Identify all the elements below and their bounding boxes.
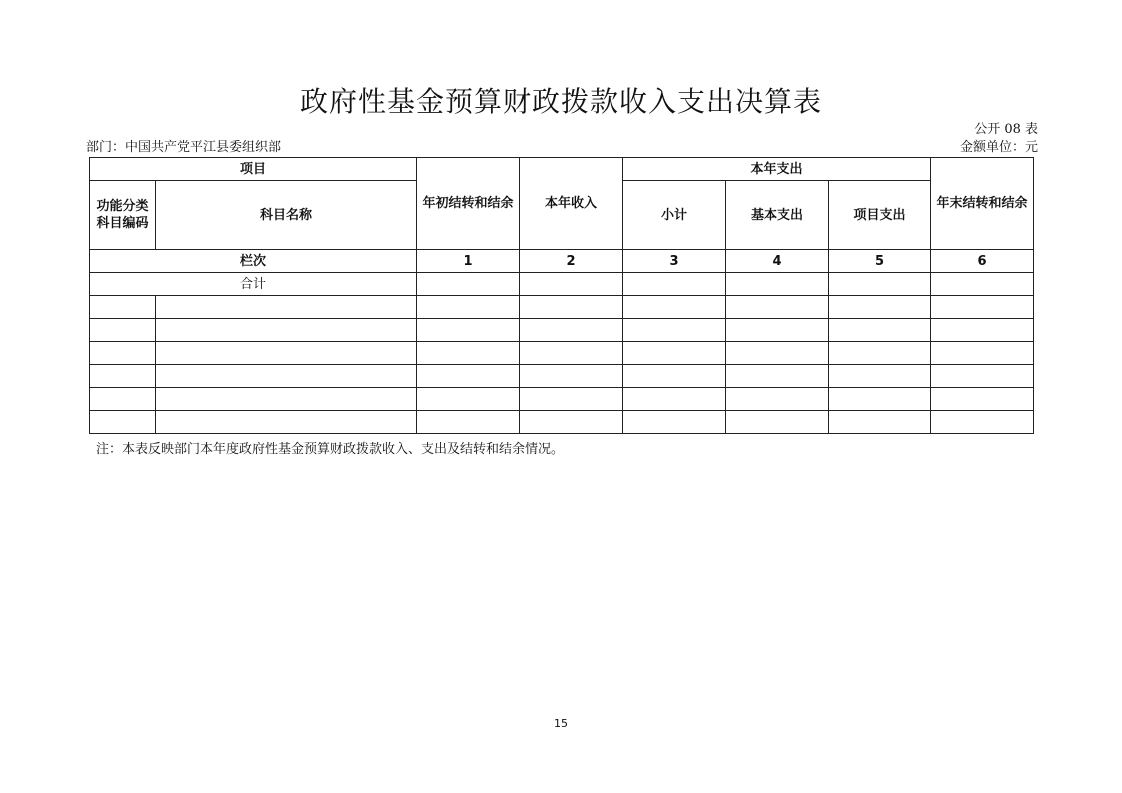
column-number: 4: [726, 250, 829, 273]
table-cell: [931, 411, 1034, 434]
table-cell: [829, 411, 931, 434]
table-cell: [931, 319, 1034, 342]
column-index-label: 栏次: [90, 250, 417, 273]
department-label: 部门：中国共产党平江县委组织部: [86, 140, 282, 155]
table-cell: [623, 365, 726, 388]
table-row: [90, 388, 1034, 411]
header-project-expenditure: 项目支出: [829, 181, 931, 250]
budget-table: [89, 157, 1034, 434]
table-cell: [417, 388, 520, 411]
table-cell: [520, 411, 623, 434]
table-cell: [90, 388, 156, 411]
table-cell: [726, 319, 829, 342]
amount-unit-label: 金额单位：元: [959, 140, 1038, 155]
header-closing-balance: 年末结转和结余: [931, 158, 1034, 250]
table-cell: [90, 411, 156, 434]
total-row: [90, 273, 1034, 296]
header-func-code: 功能分类科目编码: [90, 181, 156, 250]
header-subtotal: 小计: [623, 181, 726, 250]
page-number: 15: [554, 717, 568, 730]
table-cell: [623, 273, 726, 296]
table-cell: [829, 388, 931, 411]
table-cell: [726, 296, 829, 319]
table-cell: [156, 411, 417, 434]
table-cell: [520, 365, 623, 388]
header-project: 项目: [90, 158, 417, 181]
column-number: 2: [520, 250, 623, 273]
table-cell: [931, 342, 1034, 365]
table-cell: [90, 342, 156, 365]
table-row: [90, 411, 1034, 434]
table-cell: [829, 273, 931, 296]
table-cell: [931, 273, 1034, 296]
table-cell: [623, 319, 726, 342]
table-cell: [520, 319, 623, 342]
table-cell: [520, 273, 623, 296]
header-subject-name: 科目名称: [156, 181, 417, 250]
table-cell: [726, 388, 829, 411]
table-cell: [726, 273, 829, 296]
table-cell: [829, 296, 931, 319]
table-cell: [726, 342, 829, 365]
header-opening-balance: 年初结转和结余: [417, 158, 520, 250]
table-cell: [623, 296, 726, 319]
table-cell: [623, 342, 726, 365]
table-cell: [520, 296, 623, 319]
table-cell: [417, 411, 520, 434]
table-cell: [417, 342, 520, 365]
table-cell: [156, 296, 417, 319]
table-cell: [623, 388, 726, 411]
header-annual-expenditure: 本年支出: [623, 158, 931, 181]
header-row-1: [90, 158, 1034, 181]
header-basic-expenditure: 基本支出: [726, 181, 829, 250]
table-cell: [90, 319, 156, 342]
table-cell: [726, 365, 829, 388]
table-note: 注：本表反映部门本年度政府性基金预算财政拨款收入、支出及结转和结余情况。: [96, 442, 565, 457]
form-code: 公开 08 表: [974, 122, 1038, 137]
column-number: 3: [623, 250, 726, 273]
column-index-row: [90, 250, 1034, 273]
table-cell: [726, 411, 829, 434]
column-number: 5: [829, 250, 931, 273]
table-cell: [931, 388, 1034, 411]
table-row: [90, 296, 1034, 319]
page-title: 政府性基金预算财政拨款收入支出决算表: [299, 85, 822, 118]
column-number: 6: [931, 250, 1034, 273]
table-cell: [156, 342, 417, 365]
header-annual-income: 本年收入: [520, 158, 623, 250]
table-cell: [520, 342, 623, 365]
table-cell: [623, 411, 726, 434]
table-cell: [156, 319, 417, 342]
table-cell: [520, 388, 623, 411]
table-cell: [417, 319, 520, 342]
table-cell: [829, 342, 931, 365]
table-row: [90, 365, 1034, 388]
table-cell: [417, 296, 520, 319]
table-cell: [829, 319, 931, 342]
table-cell: [90, 296, 156, 319]
table-cell: [931, 365, 1034, 388]
table-cell: [417, 365, 520, 388]
table-cell: [90, 365, 156, 388]
table-row: [90, 319, 1034, 342]
table-cell: [417, 273, 520, 296]
table-cell: [156, 365, 417, 388]
table-cell: [156, 388, 417, 411]
total-label: 合计: [90, 273, 417, 296]
table-cell: [931, 296, 1034, 319]
table-cell: [829, 365, 931, 388]
column-number: 1: [417, 250, 520, 273]
table-row: [90, 342, 1034, 365]
